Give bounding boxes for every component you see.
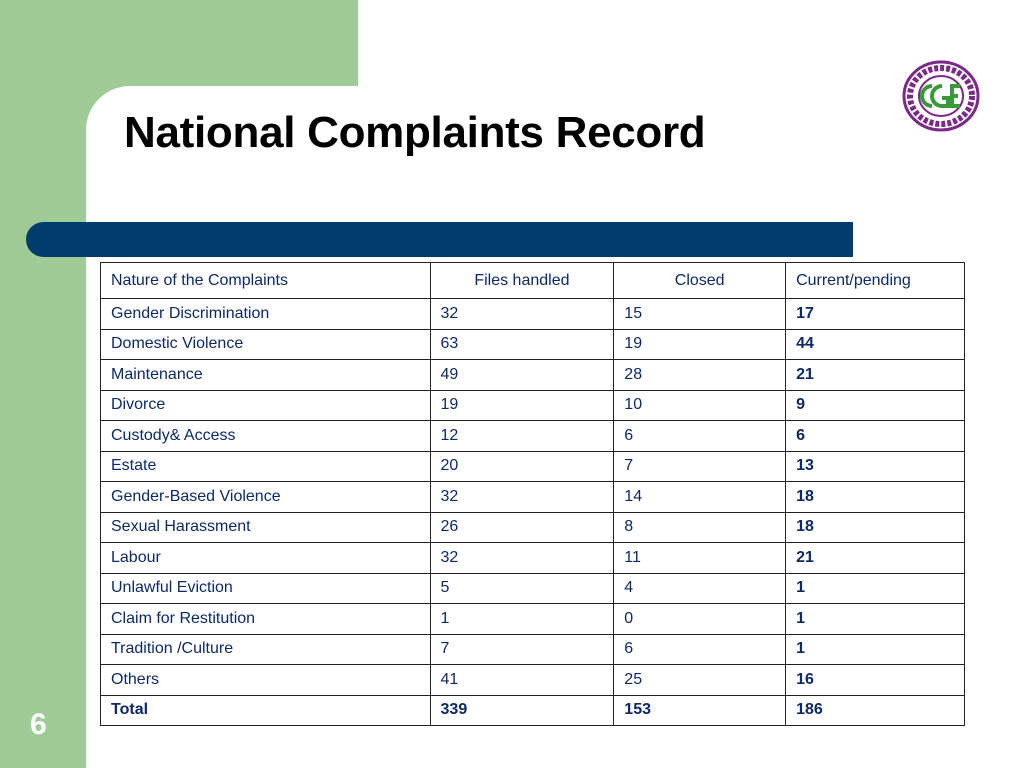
cell-files-handled: 32	[430, 482, 614, 513]
header-nature: Nature of the Complaints	[101, 263, 431, 299]
cell-closed: 19	[614, 329, 786, 360]
cell-nature: Domestic Violence	[101, 329, 431, 360]
cell-nature: Others	[101, 665, 431, 696]
cell-closed: 28	[614, 360, 786, 391]
cell-pending: 18	[786, 482, 965, 513]
header-current-pending: Current/pending	[786, 263, 965, 299]
cell-files-handled: 1	[430, 604, 614, 635]
cell-closed: 6	[614, 634, 786, 665]
cell-closed: 0	[614, 604, 786, 635]
cell-pending: 9	[786, 390, 965, 421]
cell-files-handled: 12	[430, 421, 614, 452]
cell-nature: Custody& Access	[101, 421, 431, 452]
cell-files-handled: 5	[430, 573, 614, 604]
cell-pending: 17	[786, 299, 965, 330]
cell-nature: Sexual Harassment	[101, 512, 431, 543]
table-row	[101, 299, 965, 330]
cell-nature: Tradition /Culture	[101, 634, 431, 665]
cell-files-handled: 63	[430, 329, 614, 360]
organization-seal-logo	[902, 60, 980, 132]
cell-pending: 1	[786, 604, 965, 635]
cell-pending: 21	[786, 543, 965, 574]
cell-nature: Maintenance	[101, 360, 431, 391]
cell-files-handled: 32	[430, 543, 614, 574]
total-pending: 186	[786, 695, 965, 726]
cell-files-handled: 7	[430, 634, 614, 665]
cell-closed: 15	[614, 299, 786, 330]
cell-nature: Gender Discrimination	[101, 299, 431, 330]
cell-pending: 1	[786, 573, 965, 604]
cell-files-handled: 26	[430, 512, 614, 543]
total-files-handled: 339	[430, 695, 614, 726]
table-row	[101, 665, 965, 696]
table-row	[101, 543, 965, 574]
table-row	[101, 482, 965, 513]
cell-files-handled: 41	[430, 665, 614, 696]
cell-closed: 7	[614, 451, 786, 482]
total-label: Total	[101, 695, 431, 726]
cell-pending: 44	[786, 329, 965, 360]
cell-closed: 6	[614, 421, 786, 452]
table-row	[101, 360, 965, 391]
table-row	[101, 451, 965, 482]
table-total-row	[101, 695, 965, 726]
cell-closed: 8	[614, 512, 786, 543]
page-number: 6	[30, 708, 47, 741]
table-row	[101, 421, 965, 452]
cell-closed: 10	[614, 390, 786, 421]
table-row	[101, 634, 965, 665]
cell-pending: 13	[786, 451, 965, 482]
cell-nature: Gender-Based Violence	[101, 482, 431, 513]
cell-files-handled: 49	[430, 360, 614, 391]
cell-pending: 18	[786, 512, 965, 543]
cell-files-handled: 20	[430, 451, 614, 482]
cell-closed: 4	[614, 573, 786, 604]
total-closed: 153	[614, 695, 786, 726]
cell-nature: Labour	[101, 543, 431, 574]
cell-files-handled: 32	[430, 299, 614, 330]
header-closed: Closed	[614, 263, 786, 299]
cell-closed: 11	[614, 543, 786, 574]
table-row	[101, 390, 965, 421]
cell-files-handled: 19	[430, 390, 614, 421]
table-row	[101, 573, 965, 604]
slide-title: National Complaints Record	[124, 108, 706, 157]
cell-nature: Unlawful Eviction	[101, 573, 431, 604]
title-underline-bar	[26, 222, 853, 257]
cell-nature: Divorce	[101, 390, 431, 421]
complaints-table	[100, 262, 965, 726]
cell-pending: 6	[786, 421, 965, 452]
cell-nature: Estate	[101, 451, 431, 482]
cell-pending: 1	[786, 634, 965, 665]
cell-nature: Claim for Restitution	[101, 604, 431, 635]
header-files-handled: Files handled	[430, 263, 614, 299]
table-row	[101, 329, 965, 360]
table-row	[101, 604, 965, 635]
cell-closed: 14	[614, 482, 786, 513]
cell-closed: 25	[614, 665, 786, 696]
table-header-row	[101, 263, 965, 299]
table-row	[101, 512, 965, 543]
cell-pending: 21	[786, 360, 965, 391]
cell-pending: 16	[786, 665, 965, 696]
